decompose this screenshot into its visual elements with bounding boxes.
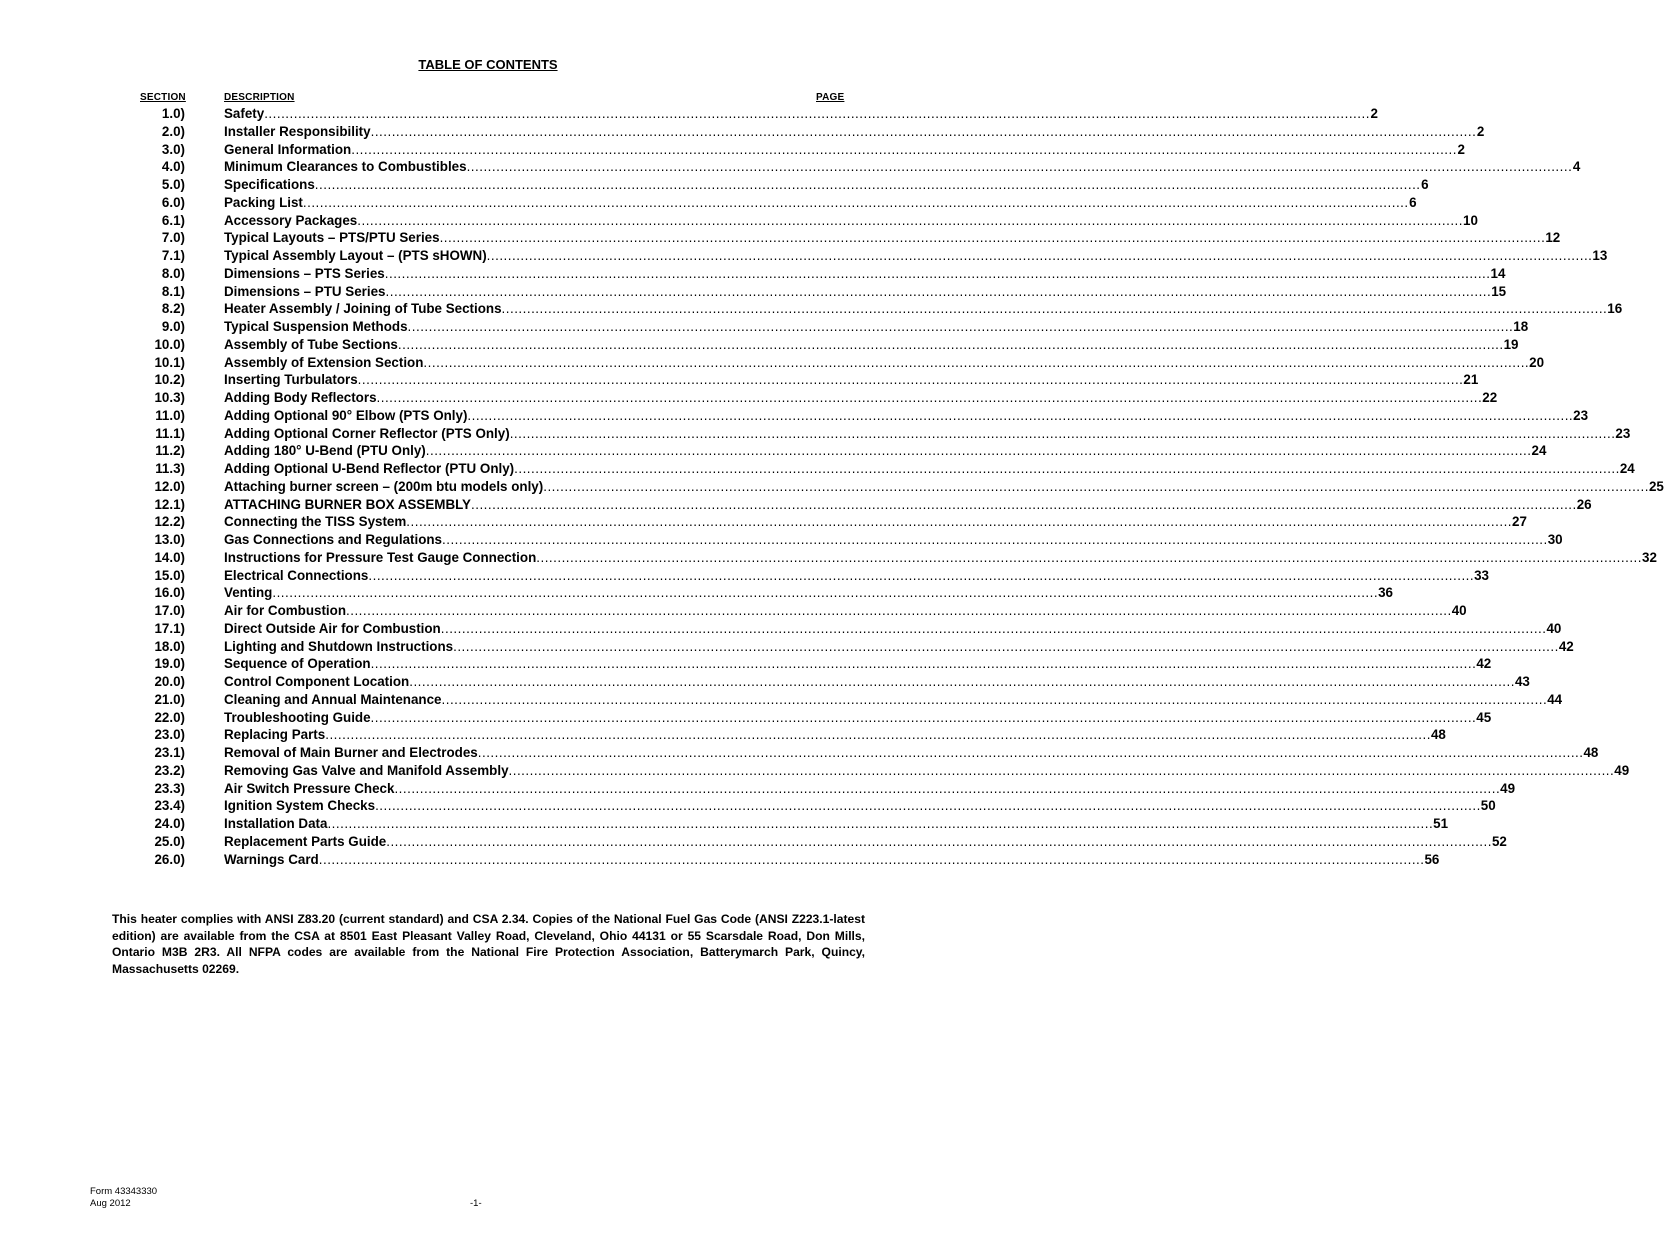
toc-page-number: 24 — [1619, 461, 1635, 476]
toc-leader-dots — [426, 442, 1532, 460]
toc-entry[interactable] — [140, 655, 1492, 673]
toc-description: Removing Gas Valve and Manifold Assembly — [224, 762, 509, 778]
toc-page-number: 33 — [1474, 567, 1490, 583]
toc-section-number: 14.0) — [154, 549, 185, 565]
toc-leader-dots — [441, 620, 1547, 638]
toc-entry[interactable] — [140, 709, 1492, 727]
toc-entry[interactable] — [140, 780, 1516, 798]
toc-page-number: 48 — [1583, 745, 1599, 760]
toc-section-number: 11.2) — [155, 443, 185, 459]
toc-page-number: 48 — [1430, 727, 1446, 743]
toc-page-number: 44 — [1547, 691, 1563, 707]
toc-entry[interactable] — [140, 389, 1498, 407]
toc-page-number: 21 — [1463, 372, 1479, 388]
toc-page-number: 23 — [1615, 425, 1631, 441]
toc-leader-dots — [371, 655, 1477, 673]
toc-page-number: 42 — [1476, 656, 1492, 672]
toc-leader-dots — [510, 425, 1616, 443]
toc-leader-dots — [377, 389, 1483, 407]
toc-page-number: 36 — [1378, 585, 1393, 601]
toc-section-number: 8.1) — [161, 283, 185, 299]
toc-description: Installation Data — [224, 816, 328, 831]
toc-description: Safety — [224, 106, 265, 121]
toc-leader-dots — [440, 229, 1546, 247]
toc-leader-dots — [543, 478, 1649, 496]
toc-section-number: 7.1) — [161, 248, 185, 263]
toc-description: Air for Combustion — [224, 603, 346, 618]
toc-page-number: 26 — [1576, 496, 1592, 512]
toc-leader-dots — [487, 247, 1593, 265]
toc-leader-dots — [303, 194, 1409, 212]
toc-entry[interactable] — [140, 673, 1530, 691]
toc-entry[interactable] — [140, 176, 1429, 194]
form-date: Aug 2012 — [90, 1198, 131, 1209]
toc-section-number: 17.0) — [154, 603, 185, 618]
toc-entry[interactable] — [140, 833, 1507, 851]
toc-description: Venting — [224, 585, 273, 601]
toc-entry[interactable] — [140, 513, 1527, 531]
toc-description: Replacing Parts — [224, 727, 326, 743]
toc-section-number: 8.2) — [161, 301, 185, 317]
toc-description: Adding Optional Corner Reflector (PTS Only) — [224, 425, 510, 441]
toc-page-number: 43 — [1514, 674, 1530, 689]
toc-section-number: 13.0) — [154, 532, 185, 547]
toc-description: Adding Optional U-Bend Reflector (PTU Only) — [224, 461, 515, 476]
toc-page-number: 52 — [1491, 833, 1507, 849]
description-column-header: DESCRIPTION — [224, 92, 295, 103]
page-title: TABLE OF CONTENTS — [418, 57, 558, 72]
toc-leader-dots — [398, 336, 1504, 354]
toc-description: Specifications — [224, 177, 315, 192]
toc-entry[interactable] — [140, 247, 1608, 265]
toc-leader-dots — [394, 780, 1500, 798]
toc-section-number: 23.4) — [154, 798, 185, 814]
toc-leader-dots — [471, 496, 1577, 514]
toc-leader-dots — [467, 407, 1573, 425]
toc-leader-dots — [368, 567, 1474, 585]
toc-section-number: 8.0) — [161, 265, 185, 281]
section-column-header: SECTION — [140, 92, 186, 103]
toc-entry[interactable] — [140, 265, 1506, 283]
table-of-contents-list — [140, 105, 1664, 868]
toc-leader-dots — [509, 762, 1615, 780]
toc-section-number: 10.2) — [154, 372, 185, 388]
toc-entry[interactable] — [140, 354, 1545, 372]
toc-page-number: 23 — [1573, 407, 1589, 423]
toc-section-number: 19.0) — [154, 656, 185, 672]
toc-entry[interactable] — [140, 815, 1449, 833]
toc-page-number: 24 — [1531, 443, 1547, 459]
toc-description: Lighting and Shutdown Instructions — [224, 638, 454, 654]
toc-section-number: 2.0) — [161, 123, 185, 139]
toc-description: Inserting Turbulators — [224, 372, 358, 388]
toc-page-number: 15 — [1491, 283, 1507, 299]
toc-description: Control Component Location — [224, 674, 410, 689]
toc-section-number: 17.1) — [154, 620, 185, 636]
toc-description: Electrical Connections — [224, 567, 369, 583]
toc-section-number: 12.0) — [154, 478, 185, 494]
page-column-header: PAGE — [816, 92, 845, 103]
toc-page-number: 19 — [1503, 336, 1519, 352]
toc-section-number: 11.3) — [155, 461, 185, 476]
toc-entry[interactable] — [140, 726, 1446, 744]
toc-leader-dots — [536, 549, 1642, 567]
toc-entry[interactable] — [140, 549, 1657, 567]
toc-page-number: 14 — [1490, 265, 1506, 281]
toc-section-number: 10.3) — [154, 390, 185, 405]
toc-description: Accessory Packages — [224, 212, 358, 228]
toc-entry[interactable] — [140, 141, 1465, 159]
toc-entry[interactable] — [140, 158, 1581, 176]
toc-page-number: 42 — [1558, 638, 1574, 654]
toc-description: Minimum Clearances to Combustibles — [224, 159, 467, 175]
toc-entry[interactable] — [140, 567, 1490, 585]
toc-entry[interactable] — [140, 744, 1599, 762]
toc-leader-dots — [371, 709, 1477, 727]
toc-section-number: 10.1) — [154, 354, 185, 370]
toc-description: Adding 180° U-Bend (PTU Only) — [224, 443, 426, 459]
toc-leader-dots — [371, 123, 1477, 141]
toc-description: Direct Outside Air for Combustion — [224, 620, 441, 636]
toc-section-number: 11.0) — [155, 407, 185, 423]
toc-page-number: 30 — [1547, 532, 1563, 547]
toc-entry[interactable] — [140, 797, 1496, 815]
toc-page-number: 32 — [1642, 549, 1657, 565]
toc-entry[interactable] — [140, 371, 1479, 389]
toc-description: Installer Responsibility — [224, 123, 371, 139]
toc-entry[interactable] — [140, 336, 1519, 354]
toc-description: Adding Body Reflectors — [224, 390, 377, 405]
toc-page-number: 6 — [1409, 194, 1417, 210]
toc-leader-dots — [272, 584, 1378, 602]
toc-section-number: 22.0) — [154, 709, 185, 725]
toc-page-number: 22 — [1482, 390, 1498, 405]
toc-leader-dots — [502, 300, 1608, 318]
toc-page-number: 45 — [1476, 709, 1492, 725]
toc-description: Assembly of Tube Sections — [224, 336, 398, 352]
toc-description: Troubleshooting Guide — [224, 709, 371, 725]
toc-entry[interactable] — [140, 407, 1589, 425]
toc-description: Ignition System Checks — [224, 798, 376, 814]
toc-description: General Information — [224, 141, 352, 157]
toc-section-number: 21.0) — [154, 691, 185, 707]
toc-description: Assembly of Extension Section — [224, 354, 424, 370]
toc-section-number: 24.0) — [154, 816, 185, 831]
toc-entry[interactable] — [140, 425, 1631, 443]
toc-section-number: 9.0) — [161, 319, 185, 334]
toc-leader-dots — [453, 638, 1559, 656]
toc-section-number: 26.0) — [154, 851, 185, 867]
toc-page-number: 10 — [1463, 212, 1478, 228]
toc-section-number: 16.0) — [154, 585, 185, 601]
toc-entry[interactable] — [140, 496, 1592, 514]
toc-section-number: 4.0) — [161, 159, 185, 175]
toc-leader-dots — [327, 815, 1433, 833]
toc-leader-dots — [375, 797, 1481, 815]
toc-page-number: 50 — [1480, 798, 1496, 814]
toc-entry[interactable] — [140, 105, 1378, 123]
toc-page-number: 40 — [1546, 620, 1562, 636]
toc-entry[interactable] — [140, 300, 1623, 318]
toc-description: Packing List — [224, 194, 303, 210]
toc-description: Replacement Parts Guide — [224, 833, 387, 849]
toc-page-number: 2 — [1457, 141, 1465, 157]
toc-leader-dots — [325, 726, 1431, 744]
form-number: Form 43343330 — [90, 1186, 158, 1197]
toc-leader-dots — [442, 691, 1548, 709]
toc-entry[interactable] — [140, 123, 1485, 141]
toc-entry[interactable] — [140, 283, 1507, 301]
toc-leader-dots — [386, 833, 1492, 851]
toc-page-number: 2 — [1476, 123, 1485, 139]
toc-entry[interactable] — [140, 851, 1440, 869]
form-info — [90, 1186, 157, 1210]
toc-section-number: 12.2) — [154, 514, 185, 530]
toc-section-number: 23.2) — [154, 762, 185, 778]
toc-description: Air Switch Pressure Check — [224, 780, 395, 796]
toc-leader-dots — [408, 318, 1514, 336]
toc-description: Attaching burner screen – (200m btu models only) — [224, 478, 544, 494]
toc-entry[interactable] — [140, 442, 1547, 460]
toc-section-number: 23.0) — [154, 727, 185, 743]
toc-section-number: 25.0) — [154, 833, 185, 849]
toc-leader-dots — [315, 176, 1421, 194]
toc-leader-dots — [423, 354, 1529, 372]
toc-section-number: 10.0) — [154, 336, 185, 352]
toc-page-number: 20 — [1529, 354, 1545, 370]
toc-entry[interactable] — [140, 762, 1630, 780]
toc-section-number: 6.1) — [161, 212, 185, 228]
toc-section-number: 7.0) — [161, 230, 185, 246]
toc-description: Dimensions – PTS Series — [224, 265, 385, 281]
toc-description: Instructions for Pressure Test Gauge Connection — [224, 549, 537, 565]
toc-description: Gas Connections and Regulations — [224, 532, 442, 547]
toc-leader-dots — [442, 531, 1548, 549]
toc-description: Sequence of Operation — [224, 656, 371, 672]
page-number: -1- — [470, 1198, 482, 1209]
toc-description: Cleaning and Annual Maintenance — [224, 691, 442, 707]
toc-page-number: 27 — [1512, 514, 1527, 530]
toc-entry[interactable] — [140, 194, 1417, 212]
toc-entry[interactable] — [140, 584, 1393, 602]
toc-section-number: 12.1) — [154, 496, 185, 512]
toc-page-number: 2 — [1370, 106, 1378, 121]
toc-leader-dots — [386, 283, 1492, 301]
toc-leader-dots — [264, 105, 1370, 123]
compliance-notice: This heater complies with ANSI Z83.20 (current standard) and CSA 2.34. Copies of the National Fuel Gas Code (ANSI Z223.1-latest edition) are available from the CSA at 8501 East Pleasant Valley Road, Cleveland, Ohio 44131 or 55 Scarsdale Road, Don Mills, Ontario M3B 2R3. All NFPA codes are available from the National Fire Protection Association, Batterymarch Park, Quincy, Massachusetts 02269. — [112, 912, 865, 976]
toc-description: Dimensions – PTU Series — [224, 283, 386, 299]
toc-entry[interactable] — [140, 531, 1563, 549]
toc-section-number: 20.0) — [154, 674, 185, 689]
toc-description: Typical Suspension Methods — [224, 319, 408, 334]
toc-page-number: 13 — [1592, 248, 1608, 263]
toc-entry[interactable] — [140, 691, 1563, 709]
toc-leader-dots — [514, 460, 1620, 478]
toc-entry[interactable] — [140, 212, 1478, 230]
toc-description: Connecting the TISS System — [224, 514, 407, 530]
toc-page-number: 18 — [1513, 319, 1529, 334]
toc-entry[interactable] — [140, 478, 1664, 496]
toc-description: Warnings Card — [224, 851, 319, 867]
toc-description: ATTACHING BURNER BOX ASSEMBLY — [224, 496, 471, 512]
toc-entry[interactable] — [140, 318, 1529, 336]
toc-description: Adding Optional 90° Elbow (PTS Only) — [224, 407, 468, 423]
toc-leader-dots — [478, 744, 1584, 762]
toc-description: Typical Layouts – PTS/PTU Series — [224, 230, 440, 246]
toc-page-number: 4 — [1572, 159, 1581, 175]
toc-section-number: 23.1) — [154, 745, 185, 760]
toc-page-number: 49 — [1614, 762, 1630, 778]
toc-description: Heater Assembly / Joining of Tube Sections — [224, 301, 502, 317]
toc-leader-dots — [409, 673, 1515, 691]
toc-leader-dots — [358, 371, 1464, 389]
toc-section-number: 23.3) — [154, 780, 185, 796]
toc-leader-dots — [346, 602, 1452, 620]
toc-description: Removal of Main Burner and Electrodes — [224, 745, 478, 760]
toc-leader-dots — [467, 158, 1573, 176]
toc-page-number: 40 — [1451, 603, 1467, 618]
toc-page-number: 6 — [1421, 177, 1429, 192]
toc-entry[interactable] — [140, 620, 1562, 638]
toc-leader-dots — [357, 212, 1463, 230]
toc-description: Typical Assembly Layout – (PTS sHOWN) — [224, 248, 487, 263]
toc-leader-dots — [385, 265, 1491, 283]
toc-leader-dots — [406, 513, 1512, 531]
toc-section-number: 1.0) — [161, 106, 185, 121]
toc-leader-dots — [351, 141, 1457, 159]
toc-section-number: 6.0) — [161, 194, 185, 210]
toc-entry[interactable] — [140, 602, 1467, 620]
toc-section-number: 11.1) — [155, 425, 185, 441]
toc-page-number: 25 — [1648, 478, 1664, 494]
toc-page-number: 51 — [1433, 816, 1449, 831]
toc-page-number: 56 — [1424, 851, 1440, 867]
toc-section-number: 5.0) — [161, 177, 185, 192]
toc-page-number: 49 — [1500, 780, 1516, 796]
toc-page-number: 12 — [1545, 230, 1561, 246]
toc-entry[interactable] — [140, 229, 1561, 247]
toc-entry[interactable] — [140, 460, 1635, 478]
toc-section-number: 18.0) — [154, 638, 185, 654]
toc-entry[interactable] — [140, 638, 1574, 656]
toc-section-number: 15.0) — [154, 567, 185, 583]
toc-page-number: 16 — [1607, 301, 1623, 317]
toc-section-number: 3.0) — [161, 141, 185, 157]
toc-leader-dots — [319, 851, 1425, 869]
